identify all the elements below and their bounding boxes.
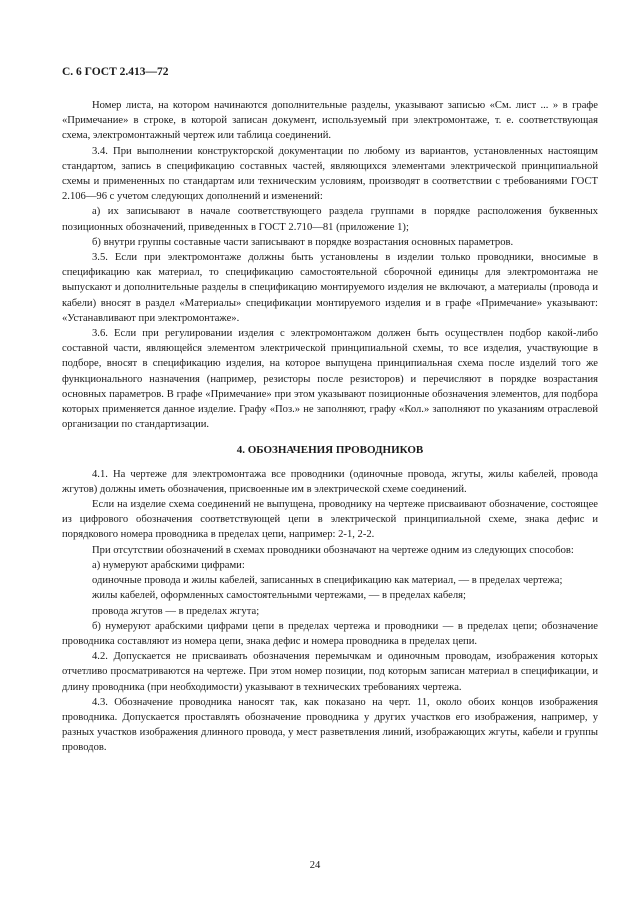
list-item-a3: провода жгутов — в пределах жгута; — [92, 605, 260, 617]
paragraph-4-1-b: Если на изделие схема соединений не выпущена, проводнику на чертеже присваивают обозначение, состоящее из цифрового обозначения соответствующей цепи в электрической принципиальной схеме, знака дефис и порядкового номера проводника в пределах цепи, например: 2-1, 2-2. — [62, 499, 598, 541]
list-item-a2: жилы кабелей, оформленных самостоятельными чертежами, — в пределах кабеля; — [92, 590, 466, 602]
paragraph-4-3: 4.3. Обозначение проводника наносят так, как показано на черт. 11, около обоих концов изображения проводника. Допускается проставлять обозначение проводника у других участков его изображения, например, у разных участков изображения длинного провода, у мест разветвления линий, изображающих жгуты, кабели и группы проводов. — [62, 696, 598, 754]
paragraph-4-1-c: При отсутствии обозначений в схемах проводники обозначают на чертеже одним из следующих способов: — [92, 544, 574, 556]
page-number: 24 — [309, 860, 321, 871]
page-header: С. 6 ГОСТ 2.413—72 — [62, 66, 169, 78]
document-body — [62, 98, 598, 756]
paragraph-3-4: 3.4. При выполнении конструкторской документации по любому из вариантов, установленных настоящим стандартом, запись в спецификацию составных частей, являющихся элементами электрической принципиальной схемы и примененных по стандартам или техническим условиям, производят в соответствии с требованиями ГОСТ 2.106—96 с учетом следующих дополнений и изменений: — [62, 145, 598, 203]
paragraph-3-5: 3.5. Если при электромонтаже должны быть установлены в изделии только проводники, вносимые в спецификацию как материал, то спецификацию самостоятельной сборочной единицы для электромонтажа не выпускают и дополнительные разделы в спецификацию монтируемого изделия не включают, а материалы (провода и кабели) вносят в раздел «Материалы» спецификации монтируемого изделия и в графе «Примечание» указывают: «Устанавливают при электромонтаже». — [62, 252, 598, 324]
paragraph-4-1: 4.1. На чертеже для электромонтажа все проводники (одиночные провода, жгуты, жилы кабелей, провода жгутов) должны иметь обозначения, присвоенные им в электрической схеме соединений. — [62, 468, 598, 495]
paragraph-3-4-b: б) внутри группы составные части записывают в порядке возрастания основных параметров. — [92, 236, 514, 248]
list-item-a: а) нумеруют арабскими цифрами: — [92, 559, 245, 571]
paragraph-3-4-a: а) их записывают в начале соответствующего раздела группами в порядке расположения буквенных позиционных обозначений, приведенных в ГОСТ 2.710—81 (приложение 1); — [62, 206, 598, 233]
paragraph-3-6: 3.6. Если при регулировании изделия с электромонтажом должен быть осуществлен подбор какой-либо составной части, являющейся элементом электрической принципиальной схемы, то все изделия, участвующие в подборе, вносят в спецификацию изделия, на которое выпущена принципиальная схема после изделий того же функционального назначения (например, резисторы после резисторов) и перечисляют в порядке возрастания основных параметров. В графе «Примечание» при этом указывают позиционные обозначения элементов, для подбора которых применяется данное изделие. Графу «Поз.» не заполняют, графу «Кол.» заполняют по указаниям отраслевой организации по стандартизации. — [62, 328, 598, 431]
list-item-b: б) нумеруют арабскими цифрами цепи в пределах чертежа и проводники — в пределах цепи; обозначение проводника составляют из номера цепи, знака дефис и номера проводника в пределах цепи. — [62, 620, 598, 647]
section-heading: 4. ОБОЗНАЧЕНИЯ ПРОВОДНИКОВ — [236, 444, 424, 457]
paragraph-4-2: 4.2. Допускается не присваивать обозначения перемычкам и одиночным проводам, изображения которых отчетливо просматриваются на чертеже. При этом номер позиции, под которым записан материал в спецификации, и длину проводника (при необходимости) указывают в технических требованиях чертежа. — [62, 651, 598, 693]
paragraph-intro: Номер листа, на котором начинаются дополнительные разделы, указывают записью «См. лист ... » в графе «Примечание» в строке, в которой записан документ, используемый при электромонтаже, т. е. соответствующая схема, электромонтажный чертеж или таблица соединений. — [62, 100, 598, 142]
list-item-a1: одиночные провода и жилы кабелей, записанных в спецификацию как материал, — в пределах чертежа; — [92, 575, 563, 587]
